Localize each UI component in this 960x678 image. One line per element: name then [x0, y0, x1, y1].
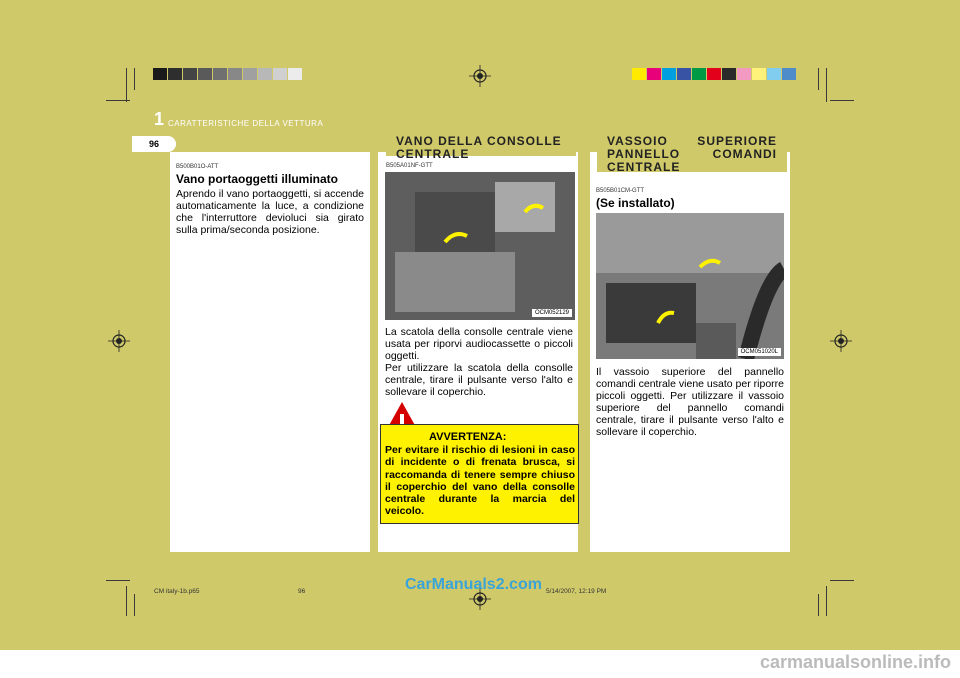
crop-mark: [830, 580, 854, 581]
color-swatch: [183, 68, 198, 80]
color-swatch: [692, 68, 707, 80]
crop-mark: [134, 594, 135, 616]
color-swatch: [153, 68, 168, 80]
watermark-link[interactable]: CarManuals2.com: [405, 576, 542, 593]
registration-mark-icon: [469, 65, 491, 87]
section-title-upper-tray: VASSOIO SUPERIORE PANNELLO COMANDI CENTRALE: [597, 130, 787, 172]
color-swatch: [632, 68, 647, 80]
crop-mark: [126, 68, 127, 102]
color-swatch: [707, 68, 722, 80]
registration-mark-icon: [108, 330, 130, 352]
watermark-footer[interactable]: carmanualsonline.info: [760, 652, 952, 672]
warning-text: Per evitare il rischio di lesioni in caso di incidente o di frenata brusca, si raccomanda di tenere sempre chiuso il coperchio del vano della consolle centrale durante la marcia del veicolo.: [385, 444, 575, 518]
section-code: B500B01O-ATT: [176, 164, 219, 170]
footer-datetime: 5/14/2007, 12:19 PM: [546, 588, 607, 595]
color-swatch: [662, 68, 677, 80]
color-swatch: [243, 68, 258, 80]
section-heading: Vano portaoggetti illuminato: [176, 172, 338, 186]
image-label: OCM051020L: [738, 348, 781, 356]
color-swatch: [213, 68, 228, 80]
section-code: B505B01CM-GTT: [596, 188, 645, 194]
crop-mark: [818, 594, 819, 616]
footer-file: CM italy-1b.p65: [154, 588, 200, 595]
page-number: 96: [132, 136, 176, 152]
color-swatch: [168, 68, 183, 80]
body-text: La scatola della consolle centrale viene usata per riporvi audiocassette o piccoli oggetti. Per utilizzare la scatola della consolle centrale, tirare il pulsante verso l'alto e sollevare il coperchio.: [385, 326, 573, 398]
grayscale-color-bar: [153, 68, 303, 80]
color-swatch: [258, 68, 273, 80]
color-swatch: [273, 68, 288, 80]
footer-page: 96: [298, 588, 306, 595]
crop-mark: [818, 68, 819, 90]
crop-mark: [830, 100, 854, 101]
section-title-console: VANO DELLA CONSOLLE CENTRALE: [386, 130, 576, 156]
body-text: Aprendo il vano portaoggetti, si accende automaticamente la luce, a condizione che l'interruttore devioluci sia girato sulla prima/seconda posizione.: [176, 188, 364, 236]
console-box-photo: [385, 172, 575, 320]
color-swatch: [228, 68, 243, 80]
cmyk-color-bar: [632, 68, 797, 80]
crop-mark: [826, 68, 827, 102]
color-swatch: [677, 68, 692, 80]
dashboard-illustration: [596, 213, 784, 359]
image-label: OCM052129: [532, 309, 572, 317]
console-illustration: [385, 172, 575, 320]
crop-mark: [134, 68, 135, 90]
crop-mark: [126, 586, 127, 616]
color-swatch: [752, 68, 767, 80]
section-code: B505A01NF-GTT: [386, 163, 433, 169]
warning-box: [380, 424, 579, 524]
registration-mark-icon: [830, 330, 852, 352]
color-swatch: [722, 68, 737, 80]
chapter-title: CARATTERISTICHE DELLA VETTURA: [168, 119, 324, 128]
crop-mark: [826, 586, 827, 616]
chapter-header: [154, 110, 323, 128]
color-swatch: [767, 68, 782, 80]
color-swatch: [647, 68, 662, 80]
body-text: Il vassoio superiore del pannello comandi centrale viene usato per riporre piccoli oggetti. Per utilizzare il vassoio superiore del pannello comandi centrale, tirare il pulsante verso l'alto e sollevare il coperchio.: [596, 366, 784, 438]
color-swatch: [737, 68, 752, 80]
crop-mark: [106, 100, 130, 101]
section-heading: (Se installato): [596, 196, 675, 210]
color-swatch: [288, 68, 303, 80]
crop-mark: [106, 580, 130, 581]
dashboard-tray-photo: [596, 213, 784, 359]
color-swatch: [198, 68, 213, 80]
color-swatch: [782, 68, 797, 80]
chapter-number: 1: [154, 109, 165, 129]
warning-title: AVVERTENZA:: [429, 431, 507, 443]
